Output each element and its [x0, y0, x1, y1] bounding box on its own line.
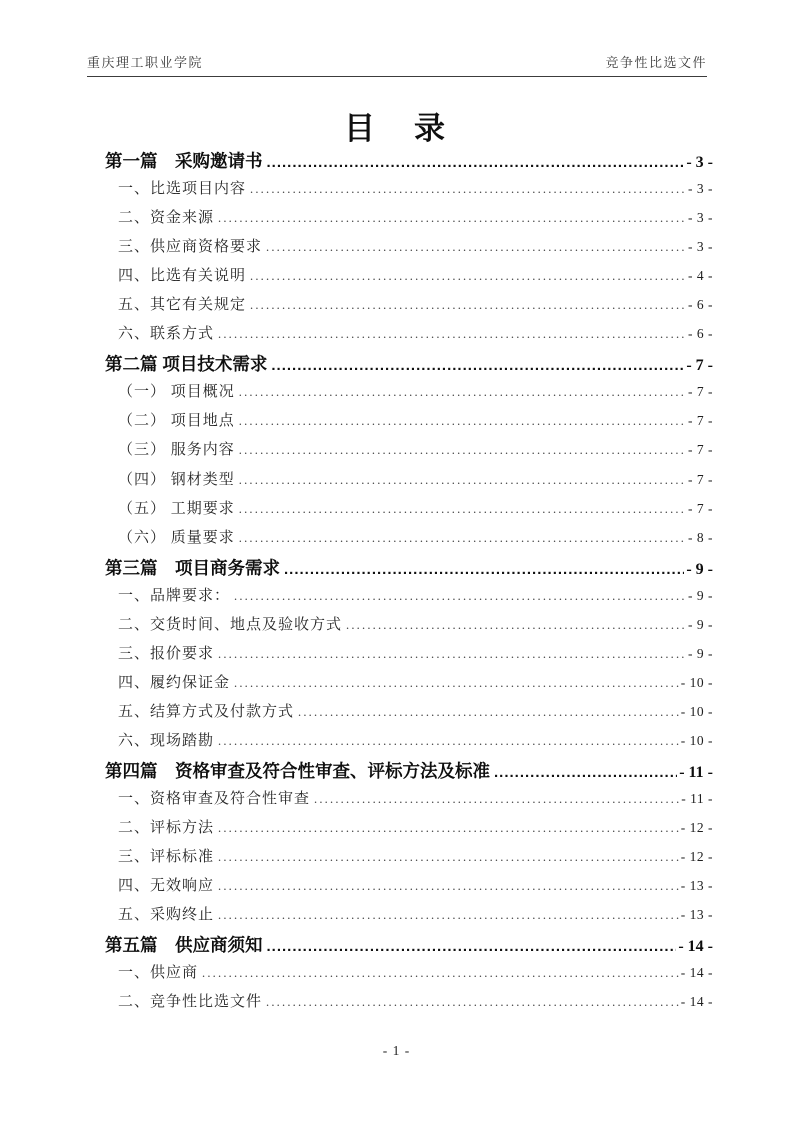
toc-leader-dots — [202, 965, 679, 982]
toc-entry[interactable] — [105, 845, 713, 874]
toc-entry[interactable] — [105, 990, 713, 1019]
toc-entry[interactable] — [105, 526, 713, 555]
toc-entry-page: - 3 - — [688, 181, 713, 197]
toc-leader-dots — [239, 413, 686, 430]
toc-entry-label: 六、联系方式 — [118, 326, 215, 343]
toc-entry-page: - 11 - — [681, 791, 713, 807]
toc-entry[interactable] — [105, 409, 713, 438]
toc-entry-label: （四） 钢材类型 — [118, 471, 235, 488]
toc — [105, 148, 713, 1019]
toc-leader-dots — [271, 354, 684, 375]
toc-entry-page: - 14 - — [680, 965, 713, 981]
toc-leader-dots — [239, 384, 686, 401]
toc-leader-dots — [234, 675, 679, 692]
toc-leader-dots — [218, 733, 679, 750]
toc-entry[interactable] — [105, 729, 713, 758]
toc-leader-dots — [267, 151, 685, 172]
toc-entry-label: （五） 工期要求 — [118, 500, 235, 517]
toc-entry-label: 四、履约保证金 — [118, 674, 231, 691]
toc-leader-dots — [346, 617, 686, 634]
toc-entry[interactable] — [105, 351, 713, 380]
toc-entry[interactable] — [105, 235, 713, 264]
toc-leader-dots — [266, 994, 679, 1011]
toc-leader-dots — [218, 646, 686, 663]
toc-entry-page: - 7 - — [688, 471, 713, 487]
toc-leader-dots — [218, 907, 679, 924]
toc-entry-page: - 9 - — [688, 616, 713, 632]
toc-entry-label: 一、资格审查及符合性审查 — [118, 791, 311, 808]
toc-entry-label: 六、现场踏勘 — [118, 732, 215, 749]
toc-leader-dots — [267, 935, 677, 956]
toc-leader-dots — [218, 210, 686, 227]
toc-entry-label: 三、供应商资格要求 — [118, 239, 263, 256]
toc-entry[interactable] — [105, 613, 713, 642]
toc-entry[interactable] — [105, 642, 713, 671]
toc-entry-label: 一、供应商 — [118, 965, 199, 982]
toc-entry-page: - 13 - — [680, 878, 713, 894]
toc-entry-page: - 9 - — [688, 587, 713, 603]
toc-entry-page: - 10 - — [680, 674, 713, 690]
toc-entry[interactable] — [105, 932, 713, 961]
toc-entry-label: 二、竞争性比选文件 — [118, 994, 263, 1011]
footer-page-number: - 1 - — [382, 1043, 411, 1058]
toc-entry-page: - 11 - — [679, 763, 713, 781]
toc-entry-label: 五、结算方式及付款方式 — [118, 703, 295, 720]
toc-entry-label: （二） 项目地点 — [118, 413, 235, 430]
toc-entry[interactable] — [105, 497, 713, 526]
toc-entry-label: 一、比选项目内容 — [118, 181, 247, 198]
toc-entry[interactable] — [105, 961, 713, 990]
toc-entry-page: - 3 - — [686, 154, 713, 171]
toc-entry[interactable] — [105, 555, 713, 584]
toc-leader-dots — [250, 297, 686, 314]
toc-leader-dots — [218, 326, 686, 343]
toc-leader-dots — [494, 761, 677, 782]
toc-entry[interactable] — [105, 700, 713, 729]
toc-entry-page: - 14 - — [678, 938, 713, 956]
toc-entry-page: - 7 - — [688, 384, 713, 400]
toc-entry-label: 四、比选有关说明 — [118, 268, 247, 285]
toc-entry[interactable] — [105, 903, 713, 932]
toc-entry-page: - 7 - — [688, 413, 713, 429]
toc-entry[interactable] — [105, 380, 713, 409]
toc-leader-dots — [239, 530, 686, 547]
toc-entry-page: - 3 - — [688, 239, 713, 255]
toc-entry-page: - 12 - — [680, 820, 713, 836]
toc-entry-label: 五、采购终止 — [118, 907, 215, 924]
toc-entry-page: - 6 - — [688, 297, 713, 313]
toc-entry-label: 二、评标方法 — [118, 820, 215, 837]
toc-entry-page: - 4 - — [688, 268, 713, 284]
toc-title: 目 录 — [344, 111, 449, 146]
toc-entry-page: - 10 - — [680, 703, 713, 719]
toc-entry[interactable] — [105, 206, 713, 235]
toc-entry-page: - 3 - — [688, 210, 713, 226]
toc-entry-label: 三、评标标准 — [118, 849, 215, 866]
toc-entry-label: 第三篇 项目商务需求 — [105, 557, 280, 578]
toc-entry[interactable] — [105, 816, 713, 845]
toc-entry[interactable] — [105, 148, 713, 177]
toc-entry-label: 一、品牌要求： — [118, 587, 231, 604]
toc-entry[interactable] — [105, 787, 713, 816]
toc-entry-page: - 9 - — [686, 560, 713, 578]
toc-entry-page: - 7 - — [686, 357, 713, 375]
toc-leader-dots — [218, 849, 679, 866]
page-footer — [0, 1043, 793, 1059]
toc-leader-dots — [234, 588, 686, 605]
toc-entry-label: （一） 项目概况 — [118, 384, 235, 401]
toc-entry-label: 五、其它有关规定 — [118, 297, 247, 314]
toc-entry-label: 四、无效响应 — [118, 878, 215, 895]
toc-leader-dots — [218, 878, 679, 895]
toc-entry[interactable] — [105, 322, 713, 351]
toc-leader-dots — [239, 442, 686, 459]
toc-entry-label: 第五篇 供应商须知 — [105, 935, 263, 956]
toc-entry-page: - 10 - — [680, 732, 713, 748]
toc-leader-dots — [239, 501, 686, 518]
toc-entry[interactable] — [105, 584, 713, 613]
header-left-text: 重庆理工职业学院 — [87, 55, 204, 70]
toc-entry[interactable] — [105, 177, 713, 206]
toc-entry-page: - 9 - — [688, 645, 713, 661]
toc-leader-dots — [266, 239, 686, 256]
toc-entry[interactable] — [105, 438, 713, 467]
toc-leader-dots — [250, 181, 686, 198]
toc-entry-page: - 13 - — [680, 907, 713, 923]
toc-entry[interactable] — [105, 293, 713, 322]
toc-entry-page: - 14 - — [680, 994, 713, 1010]
header-right-text: 竞争性比选文件 — [605, 55, 707, 70]
toc-entry-label: 第一篇 采购邀请书 — [105, 151, 263, 171]
toc-entry-page: - 6 - — [688, 326, 713, 342]
toc-entry[interactable] — [105, 671, 713, 700]
page-header — [87, 52, 707, 77]
toc-leader-dots — [284, 558, 684, 579]
toc-leader-dots — [218, 820, 679, 837]
toc-entry-label: （三） 服务内容 — [118, 442, 235, 459]
toc-entry-label: 第四篇 资格审查及符合性审查、评标方法及标准 — [105, 760, 490, 781]
toc-entry-label: 二、资金来源 — [118, 210, 215, 227]
toc-entry-label: 三、报价要求 — [118, 645, 215, 662]
toc-entry[interactable] — [105, 874, 713, 903]
toc-leader-dots — [298, 704, 679, 721]
toc-entry-page: - 7 - — [688, 500, 713, 516]
toc-entry-page: - 12 - — [680, 849, 713, 865]
toc-entry[interactable] — [105, 264, 713, 293]
toc-entry-label: 二、交货时间、地点及验收方式 — [118, 616, 343, 633]
toc-entry[interactable] — [105, 468, 713, 497]
toc-entry-page: - 8 - — [688, 529, 713, 545]
toc-entry-label: （六） 质量要求 — [118, 529, 235, 546]
toc-entry-page: - 7 - — [688, 442, 713, 458]
toc-leader-dots — [314, 791, 679, 808]
toc-leader-dots — [239, 472, 686, 489]
toc-entry[interactable] — [105, 758, 713, 787]
toc-entry-label: 第二篇 项目技术需求 — [105, 354, 268, 375]
toc-leader-dots — [250, 268, 686, 285]
